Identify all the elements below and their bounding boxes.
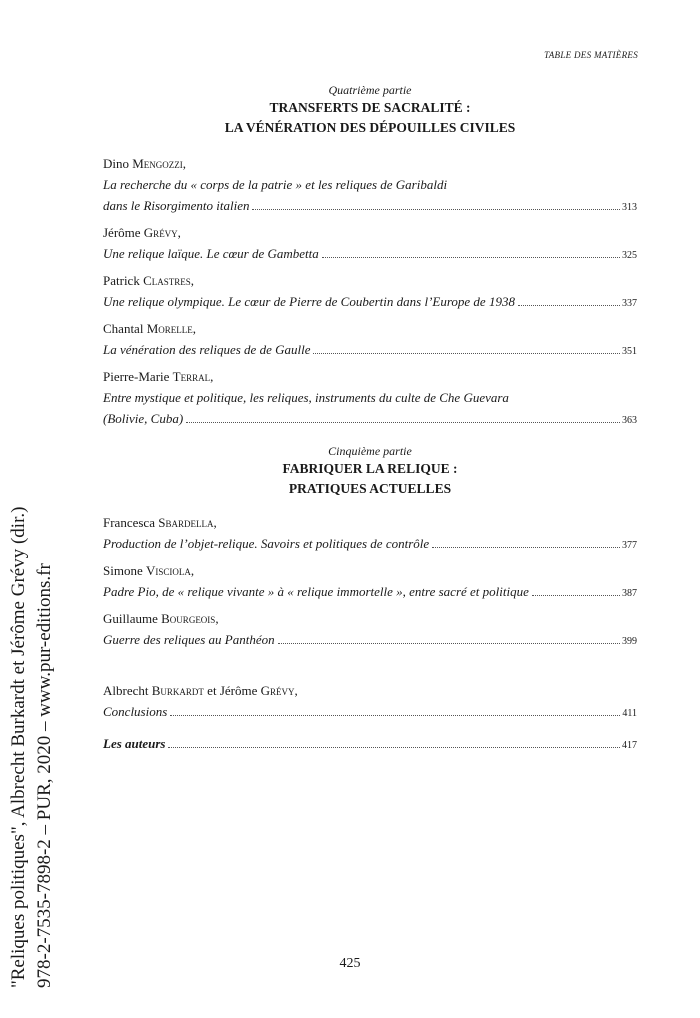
- entry-title: Une relique olympique. Le cœur de Pierre de Coubertin dans l’Europe de 1938: [103, 294, 515, 309]
- part-title: FABRIQUER LA RELIQUE :: [282, 461, 458, 476]
- entry-line: [103, 533, 637, 556]
- toc-entry-authors[interactable]: [103, 733, 637, 756]
- entry-line: [103, 243, 637, 266]
- entry-author: Patrick Clastres,: [103, 273, 195, 288]
- part-5-heading: [103, 443, 637, 499]
- entry-author: Simone Visciola,: [103, 563, 195, 578]
- toc-entry[interactable]: [103, 561, 637, 604]
- entry-title: dans le Risorgimento italien: [103, 198, 250, 213]
- entry-author: Jérôme Grévy,: [103, 225, 181, 240]
- page-ref: 313: [622, 202, 637, 213]
- entry-line: [103, 701, 637, 724]
- toc-entry[interactable]: [103, 154, 637, 218]
- entry-author: Albrecht Burkardt et Jérôme Grévy,: [103, 683, 298, 698]
- toc-entry[interactable]: [103, 223, 637, 266]
- dot-leader: [170, 715, 620, 716]
- entry-line: [103, 339, 637, 362]
- dot-leader: [252, 209, 620, 210]
- part-label: Quatrième partie: [328, 83, 412, 97]
- entry-author: Guillaume Bourgeois,: [103, 611, 219, 626]
- toc-entry[interactable]: [103, 271, 637, 314]
- part-title: TRANSFERTS DE SACRALITÉ :: [269, 100, 471, 115]
- toc-entry[interactable]: [103, 609, 637, 652]
- dot-leader: [322, 257, 620, 258]
- page-ref: 325: [622, 250, 637, 261]
- entry-line: [103, 629, 637, 652]
- entry-title: Une relique laïque. Le cœur de Gambetta: [103, 246, 319, 261]
- part-title: PRATIQUES ACTUELLES: [288, 481, 452, 496]
- page-ref: 417: [622, 740, 637, 751]
- page-number: 425: [339, 956, 361, 971]
- dot-leader: [168, 747, 620, 748]
- entry-title: Guerre des reliques au Panthéon: [103, 632, 275, 647]
- dot-leader: [186, 422, 620, 423]
- entry-title: Entre mystique et politique, les reliques, instruments du culte de Che Guevara: [103, 390, 509, 405]
- dot-leader: [432, 547, 620, 548]
- dot-leader: [518, 305, 620, 306]
- entry-line: [103, 408, 637, 431]
- page-ref: 411: [622, 708, 637, 719]
- page-ref: 387: [622, 588, 637, 599]
- page-ref: 363: [622, 415, 637, 426]
- entry-title: Les auteurs: [103, 736, 166, 751]
- page-ref: 337: [622, 298, 637, 309]
- entry-title: Production de l’objet-relique. Savoirs et politiques de contrôle: [103, 536, 430, 551]
- dot-leader: [278, 643, 620, 644]
- side-citation: "Reliques politiques", Albrecht Burkardt et Jérôme Grévy (dir.): [8, 506, 29, 988]
- part-label: Cinquième partie: [328, 444, 412, 458]
- page-ref: 351: [622, 346, 637, 357]
- side-isbn: 978-2-7535-7898-2 – PUR, 2020 – www.pur-editions.fr: [34, 563, 55, 988]
- toc-entry[interactable]: [103, 319, 637, 362]
- entry-line: [103, 733, 637, 756]
- entry-title: La recherche du « corps de la patrie » et les reliques de Garibaldi: [103, 177, 448, 192]
- toc-entry[interactable]: [103, 513, 637, 556]
- entry-author: Pierre-Marie Terral,: [103, 369, 214, 384]
- side-watermark: [6, 0, 58, 1012]
- entry-title: Conclusions: [103, 704, 168, 719]
- page-ref: 377: [622, 540, 637, 551]
- running-header: TABLE DES MATIÈRES: [544, 50, 638, 60]
- toc-entry[interactable]: [103, 367, 637, 431]
- dot-leader: [532, 595, 620, 596]
- part-4-heading: [103, 82, 637, 138]
- part-title: LA VÉNÉRATION DES DÉPOUILLES CIVILES: [224, 120, 516, 135]
- entry-title: (Bolivie, Cuba): [103, 411, 184, 426]
- entry-author: Dino Mengozzi,: [103, 156, 187, 171]
- entry-title: La vénération des reliques de de Gaulle: [103, 342, 311, 357]
- entry-line: [103, 581, 637, 604]
- entry-line: [103, 195, 637, 218]
- dot-leader: [313, 353, 620, 354]
- entry-line: [103, 291, 637, 314]
- entry-author: Francesca Sbardella,: [103, 515, 217, 530]
- entry-author: Chantal Morelle,: [103, 321, 196, 336]
- entry-title: Padre Pio, de « relique vivante » à « relique immortelle », entre sacré et politique: [103, 584, 529, 599]
- page-ref: 399: [622, 636, 637, 647]
- toc-entry-conclusions[interactable]: [103, 681, 637, 724]
